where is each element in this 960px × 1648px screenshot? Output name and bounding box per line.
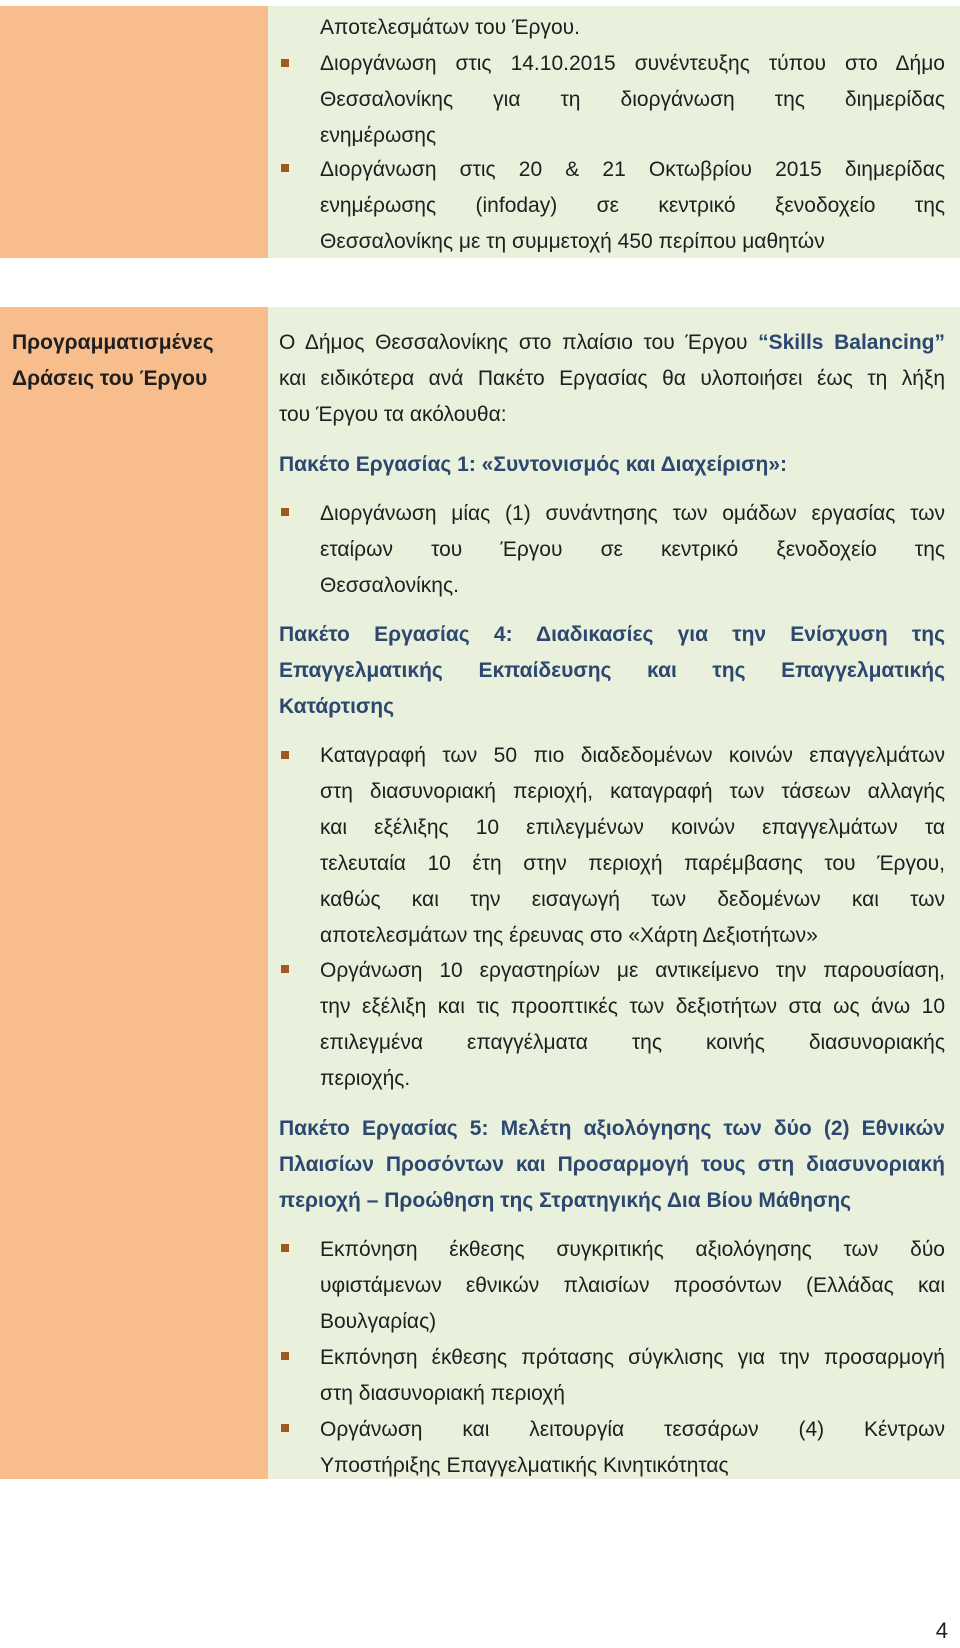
wp4-title-line2: Επαγγελματικής Εκπαίδευσης και της Επαγγελματικής bbox=[279, 659, 945, 682]
wp4-bullet2-line2: την εξέλιξη και τις προοπτικές των δεξιοτήτων στα ως άνω 10 bbox=[320, 995, 945, 1018]
row1-bullet1-line2: Θεσσαλονίκης για τη διοργάνωση της διημερίδας bbox=[320, 88, 945, 111]
wp1-bullet1-line1: Διοργάνωση μίας (1) συνάντησης των ομάδων εργασίας των bbox=[320, 502, 945, 525]
wp5-bullet1-line1: Εκπόνηση έκθεσης συγκριτικής αξιολόγησης των δύο bbox=[320, 1238, 945, 1261]
wp5-bullet1-line2: υφιστάμενων εθνικών πλαισίων προσόντων (Ελλάδας και bbox=[320, 1274, 945, 1297]
bullet-square-icon bbox=[281, 1424, 289, 1432]
wp4-title-line3: Κατάρτισης bbox=[279, 695, 395, 718]
row1-bullet1-line1: Διοργάνωση στις 14.10.2015 συνέντευξης τύπου στο Δήμο bbox=[320, 52, 945, 75]
wp5-title-line2: Πλαισίων Προσόντων και Προσαρμογή τους στη διασυνοριακή bbox=[279, 1153, 945, 1176]
wp4-bullet1-line4: τελευταία 10 έτη στην περιοχή παρέμβασης του Έργου, bbox=[320, 852, 945, 875]
row1-bullet2-line3: Θεσσαλονίκης με τη συμμετοχή 450 περίπου μαθητών bbox=[320, 230, 825, 253]
wp5-title-line3: περιοχή – Προώθηση της Στρατηγικής Δια Βίου Μάθησης bbox=[279, 1189, 852, 1212]
row1-line-1: Αποτελεσμάτων του Έργου. bbox=[320, 16, 580, 39]
bullet-square-icon bbox=[281, 59, 289, 67]
wp1-title: Πακέτο Εργασίας 1: «Συντονισμός και Διαχείριση»: bbox=[279, 453, 788, 476]
wp1-bullet1-line2: εταίρων του Έργου σε κεντρικό ξενοδοχείο της bbox=[320, 538, 945, 561]
wp5-title-line1: Πακέτο Εργασίας 5: Μελέτη αξιολόγησης των δύο (2) Εθνικών bbox=[279, 1117, 945, 1140]
bullet-square-icon bbox=[281, 1352, 289, 1360]
wp4-bullet1-line6: αποτελεσμάτων της έρευνας στο «Χάρτη Δεξιοτήτων» bbox=[320, 924, 818, 947]
project-name: “Skills Balancing” bbox=[758, 331, 945, 354]
bullet-square-icon bbox=[281, 751, 289, 759]
wp1-bullet1-line3: Θεσσαλονίκης. bbox=[320, 574, 459, 597]
page-number: 4 bbox=[935, 1618, 948, 1643]
bullet-square-icon bbox=[281, 164, 289, 172]
row1-bullet2-line2: ενημέρωσης (infoday) σε κεντρικό ξενοδοχείο της bbox=[320, 194, 945, 217]
intro-line1 bbox=[279, 325, 945, 361]
wp4-bullet1-line1: Καταγραφή των 50 πιο διαδεδομένων κοινών επαγγελμάτων bbox=[320, 744, 945, 767]
wp4-bullet2-line4: περιοχής. bbox=[320, 1067, 411, 1090]
wp5-bullet3-line2: Υποστήριξης Επαγγελματικής Κινητικότητας bbox=[320, 1454, 729, 1477]
row2-label-cell bbox=[0, 307, 268, 1479]
wp4-bullet1-line5: καθώς και την εισαγωγή των δεδομένων και των bbox=[320, 888, 945, 911]
bullet-square-icon bbox=[281, 508, 289, 516]
row1-label-cell bbox=[0, 6, 268, 258]
wp4-bullet2-line3: επιλεγμένα επαγγέλματα της κοινής διασυνοριακής bbox=[320, 1031, 945, 1054]
row2-label-line1: Προγραμματισμένες bbox=[12, 331, 214, 354]
row2-label-line2: Δράσεις του Έργου bbox=[12, 367, 208, 390]
bullet-square-icon bbox=[281, 1244, 289, 1252]
intro-line3: του Έργου τα ακόλουθα: bbox=[279, 403, 507, 426]
wp4-bullet1-line3: και εξέλιξης 10 επιλεγμένων κοινών επαγγελμάτων τα bbox=[320, 816, 945, 839]
wp5-bullet3-line1: Οργάνωση και λειτουργία τεσσάρων (4) Κέντρων bbox=[320, 1418, 945, 1441]
row1-bullet1-line3: ενημέρωσης bbox=[320, 124, 437, 147]
wp4-bullet2-line1: Οργάνωση 10 εργαστηρίων με αντικείμενο την παρουσίαση, bbox=[320, 959, 945, 982]
row1-bullet2-line1: Διοργάνωση στις 20 & 21 Οκτωβρίου 2015 διημερίδας bbox=[320, 158, 945, 181]
intro-text-a: Ο Δήμος Θεσσαλονίκης στο πλαίσιο του Έργου bbox=[279, 331, 748, 354]
intro-line2: και ειδικότερα ανά Πακέτο Εργασίας θα υλοποιήσει έως τη λήξη bbox=[279, 367, 945, 390]
wp5-bullet2-line2: στη διασυνοριακή περιοχή bbox=[320, 1382, 565, 1405]
bullet-square-icon bbox=[281, 965, 289, 973]
wp5-bullet1-line3: Βουλγαρίας) bbox=[320, 1310, 437, 1333]
wp4-bullet1-line2: στη διασυνοριακή περιοχή, καταγραφή των τάσεων αλλαγής bbox=[320, 780, 945, 803]
wp4-title-line1: Πακέτο Εργασίας 4: Διαδικασίες για την Ενίσχυση της bbox=[279, 623, 945, 646]
wp5-bullet2-line1: Εκπόνηση έκθεσης πρότασης σύγκλισης για την προσαρμογή bbox=[320, 1346, 945, 1369]
